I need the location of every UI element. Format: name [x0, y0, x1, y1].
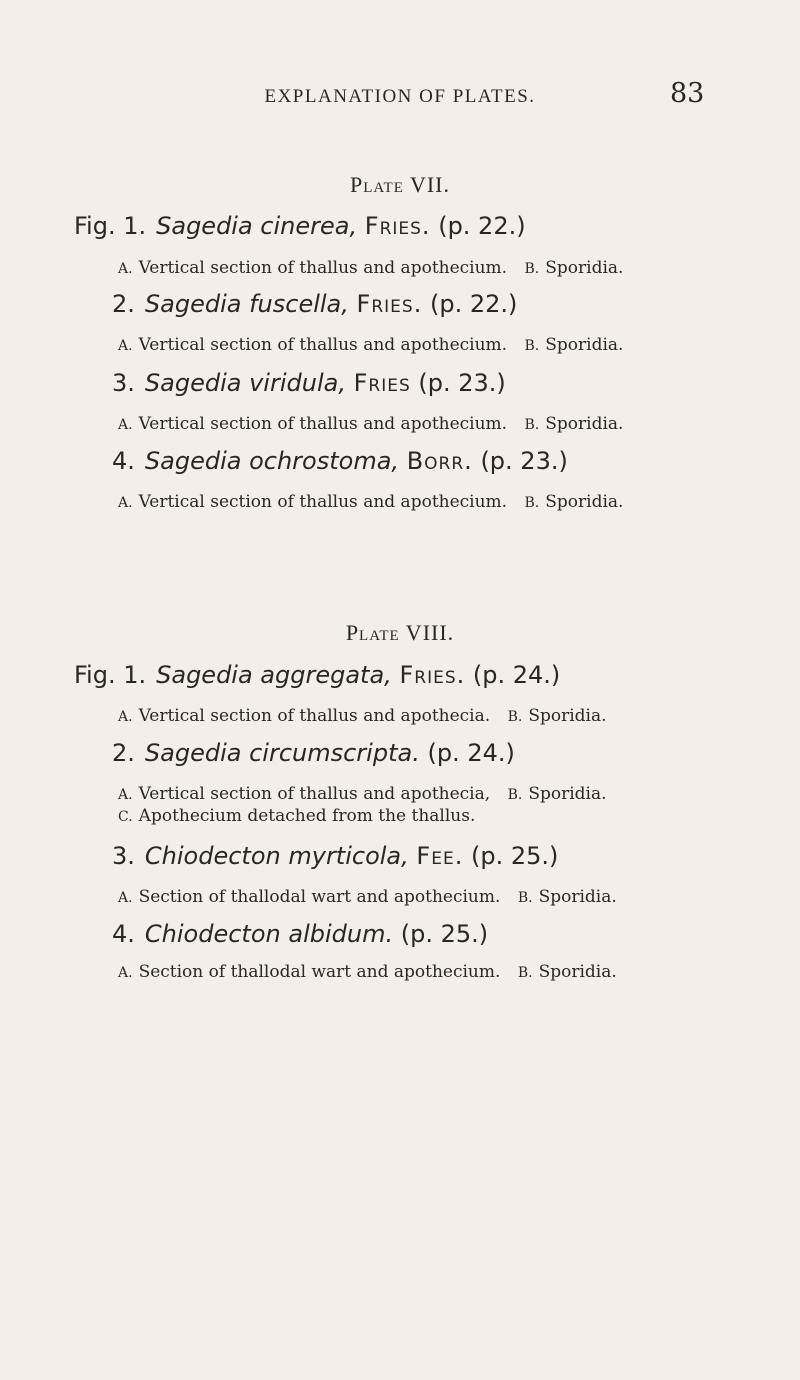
- species-author: Fries.: [356, 290, 423, 318]
- figure-description: [118, 962, 617, 982]
- part-letter: A.: [118, 965, 133, 981]
- figure-heading: [112, 739, 515, 767]
- part-text: Vertical section of thallus and apothecium.: [138, 414, 508, 434]
- species-name: Sagedia fuscella,: [144, 290, 349, 318]
- page-reference: (p. 22.): [429, 290, 518, 318]
- figure-label: 4.: [112, 447, 135, 475]
- figure-heading: [112, 447, 568, 475]
- page-reference: (p. 24.): [427, 739, 515, 767]
- figure-description: [118, 335, 623, 355]
- part-text: Sporidia.: [538, 962, 617, 982]
- part-text: Vertical section of thallus and apothecium.: [138, 335, 508, 355]
- part-letter: B.: [524, 417, 540, 433]
- part-letter: A.: [118, 417, 133, 433]
- part-text: Sporidia.: [528, 706, 607, 726]
- part-letter: B.: [524, 338, 540, 354]
- figure-description: [118, 492, 623, 512]
- page-reference: (p. 25.): [400, 920, 489, 948]
- figure-description: [118, 414, 623, 434]
- part-letter: A.: [118, 338, 133, 354]
- figure-heading: [112, 290, 517, 318]
- figure-description: [118, 784, 607, 804]
- figure-label: Fig. 1.: [74, 212, 147, 240]
- part-text: Sporidia.: [545, 258, 624, 278]
- part-letter: B.: [507, 787, 523, 803]
- running-title: EXPLANATION OF PLATES.: [264, 86, 536, 107]
- figure-heading: [74, 212, 526, 240]
- page-reference: (p. 23.): [480, 447, 568, 475]
- page-reference: (p. 24.): [472, 661, 561, 689]
- figure-description: [118, 706, 607, 726]
- figure-description: [118, 887, 617, 907]
- part-letter: A.: [118, 890, 133, 906]
- page-reference: (p. 23.): [418, 369, 506, 397]
- figure-description: [118, 258, 623, 278]
- species-name: Chiodecton myrticola,: [144, 842, 409, 870]
- species-name: Chiodecton albidum.: [144, 920, 394, 948]
- part-text: Section of thallodal wart and apothecium.: [138, 962, 501, 982]
- species-author: Fee.: [416, 842, 464, 870]
- part-text: Section of thallodal wart and apothecium.: [138, 887, 501, 907]
- figure-heading: [112, 920, 488, 948]
- species-name: Sagedia circumscripta.: [144, 739, 420, 767]
- part-text: Vertical section of thallus and apothecia.: [138, 706, 491, 726]
- figure-description: [118, 806, 475, 826]
- part-letter: A.: [118, 787, 133, 803]
- part-letter: B.: [517, 965, 533, 981]
- part-letter: B.: [524, 261, 540, 277]
- part-text: Sporidia.: [545, 335, 624, 355]
- plate-title: Plate VIII.: [345, 620, 455, 645]
- plate-title: Plate VII.: [349, 172, 451, 197]
- part-text: Apothecium detached from the thallus.: [138, 806, 476, 826]
- figure-label: 4.: [112, 920, 135, 948]
- part-letter: A.: [118, 261, 133, 277]
- part-text: Vertical section of thallus and apothecia,: [138, 784, 491, 804]
- part-letter: B.: [507, 709, 523, 725]
- part-text: Vertical section of thallus and apothecium.: [138, 492, 508, 512]
- part-letter: A.: [118, 495, 133, 511]
- figure-label: 3.: [112, 842, 135, 870]
- species-name: Sagedia cinerea,: [156, 212, 358, 240]
- figure-heading: [112, 369, 506, 397]
- page-reference: (p. 25.): [470, 842, 559, 870]
- figure-label: Fig. 1.: [74, 661, 147, 689]
- species-author: Fries.: [399, 661, 466, 689]
- part-letter: B.: [517, 890, 533, 906]
- species-author: Fries: [353, 369, 411, 397]
- species-name: Sagedia aggregata,: [156, 661, 392, 689]
- figure-label: 3.: [112, 369, 135, 397]
- species-name: Sagedia viridula,: [144, 369, 346, 397]
- part-text: Sporidia.: [545, 492, 624, 512]
- figure-label: 2.: [112, 290, 135, 318]
- page-reference: (p. 22.): [438, 212, 526, 240]
- species-name: Sagedia ochrostoma,: [144, 447, 400, 475]
- part-letter: B.: [524, 495, 540, 511]
- species-author: Borr.: [406, 447, 473, 475]
- figure-heading: [112, 842, 558, 870]
- part-text: Sporidia.: [528, 784, 607, 804]
- figure-heading: [74, 661, 560, 689]
- page-number: 83: [670, 78, 705, 109]
- species-author: Fries.: [364, 212, 431, 240]
- part-text: Sporidia.: [538, 887, 617, 907]
- part-letter: C.: [118, 809, 133, 825]
- figure-label: 2.: [112, 739, 135, 767]
- part-letter: A.: [118, 709, 133, 725]
- part-text: Vertical section of thallus and apothecium.: [138, 258, 508, 278]
- part-text: Sporidia.: [545, 414, 624, 434]
